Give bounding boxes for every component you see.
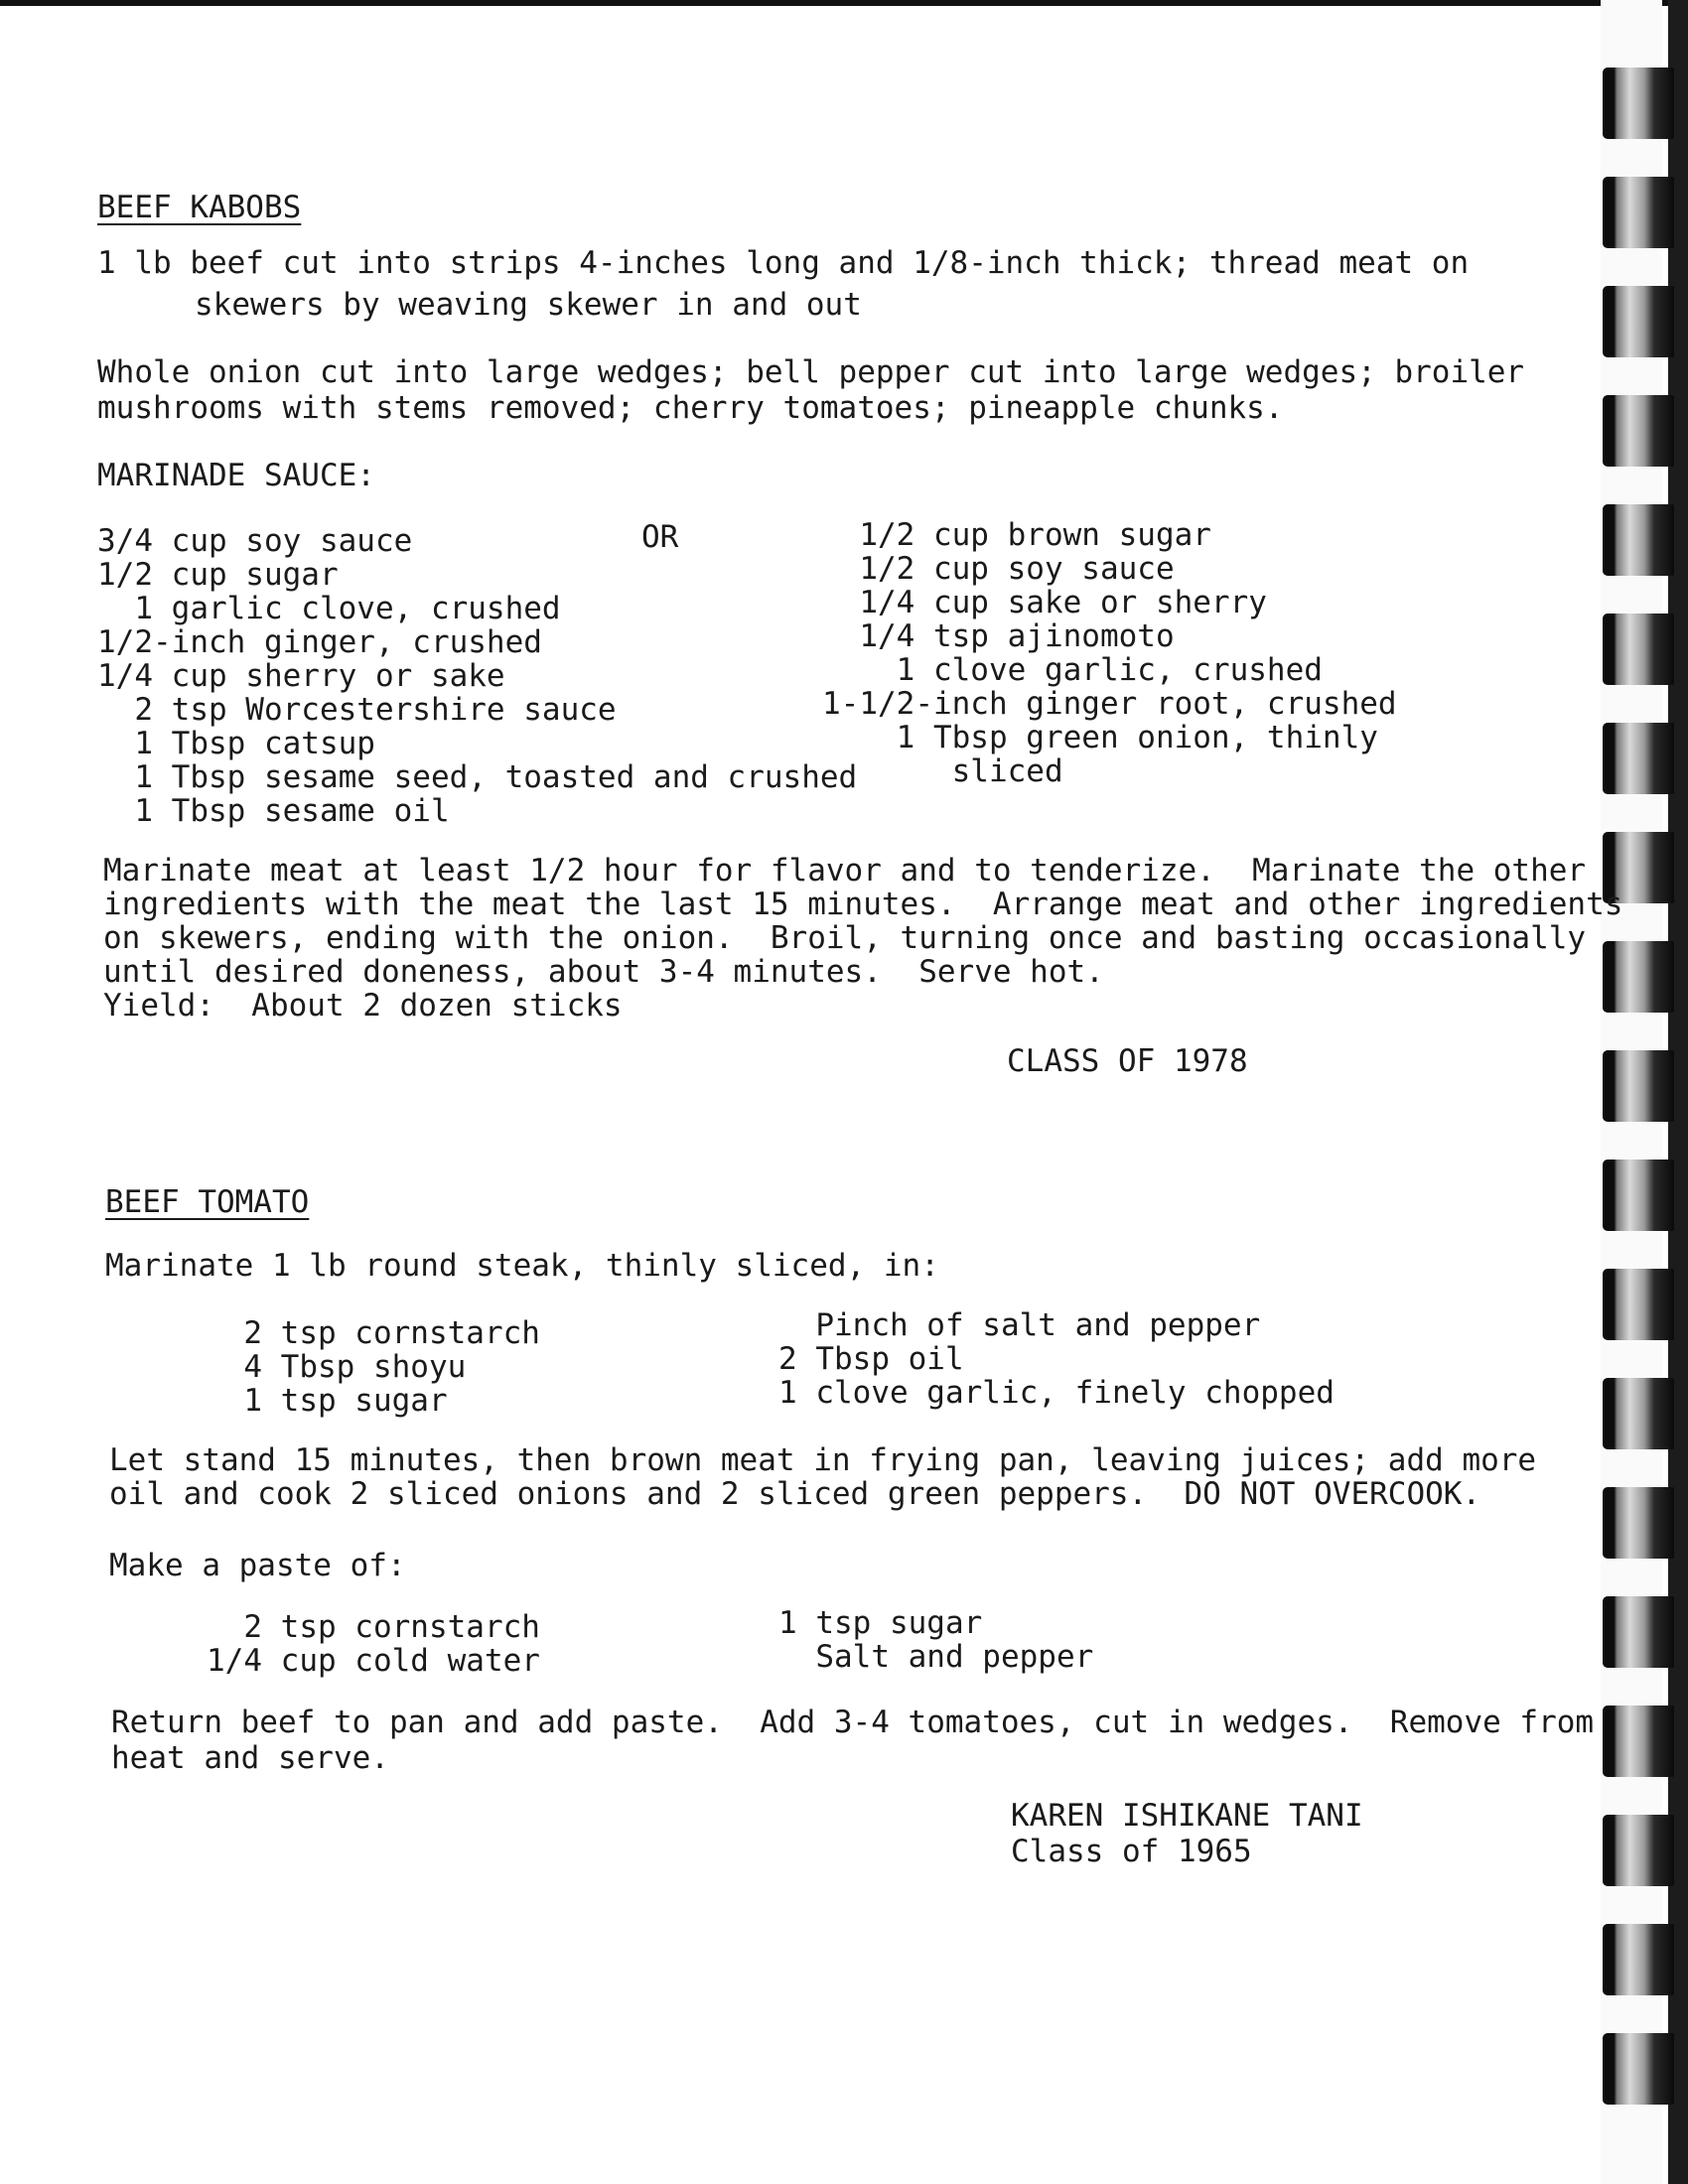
ingredient-item: 1 clove garlic, finely chopped [778, 1375, 1335, 1411]
binding-ring [1603, 68, 1674, 139]
kabobs-intro-line: skewers by weaving skewer in and out [195, 287, 862, 323]
binding-ring [1603, 1378, 1674, 1449]
marinade-sauce-heading: MARINADE SAUCE: [97, 458, 375, 493]
direction-line: Return beef to pan and add paste. Add 3-4 tomatoes, cut in wedges. Remove from [111, 1705, 1595, 1740]
binding-ring [1603, 1815, 1674, 1886]
binding-ring [1603, 395, 1674, 467]
binding-ring [1603, 504, 1674, 576]
ingredient-item: 1-1/2-inch ginger root, crushed [822, 686, 1397, 722]
ingredient-item: 1 Tbsp sesame seed, toasted and crushed [97, 759, 858, 795]
ingredient-item: 1 Tbsp green onion, thinly [822, 720, 1378, 755]
binding-ring [1603, 177, 1674, 248]
tomato-credit-class: Class of 1965 [1011, 1834, 1252, 1869]
ingredient-item: 4 Tbsp shoyu [207, 1349, 467, 1385]
tomato-marinate-line: Marinate 1 lb round steak, thinly sliced, in: [105, 1248, 939, 1284]
binding-ring [1603, 2033, 1674, 2105]
ingredient-item: 1/2 cup sugar [97, 557, 339, 593]
yield-line: Yield: About 2 dozen sticks [103, 988, 623, 1024]
spiral-binding [1601, 0, 1688, 2184]
binding-ring [1603, 614, 1674, 685]
ingredient-item: 1/4 cup sherry or sake [97, 658, 505, 694]
ingredient-item: 2 tsp cornstarch [207, 1315, 540, 1351]
ingredient-item: 1/4 cup sake or sherry [822, 585, 1267, 620]
kabobs-vegetables-line: mushrooms with stems removed; cherry tomatoes; pineapple chunks. [97, 390, 1284, 426]
binding-ring [1603, 286, 1674, 357]
ingredient-item: Pinch of salt and pepper [778, 1307, 1261, 1343]
recipe-title-beef-tomato: BEEF TOMATO [105, 1184, 310, 1220]
kabobs-vegetables-line: Whole onion cut into large wedges; bell pepper cut into large wedges; broiler [97, 354, 1525, 390]
ingredient-item: 1/4 tsp ajinomoto [822, 618, 1175, 654]
direction-line: heat and serve. [111, 1740, 389, 1776]
direction-line: ingredients with the meat the last 15 minutes. Arrange meat and other ingredients [103, 887, 1623, 922]
binding-ring [1603, 1050, 1674, 1122]
ingredient-item: 1/4 cup cold water [207, 1643, 540, 1679]
ingredient-item: 2 tsp Worcestershire sauce [97, 692, 617, 728]
ingredient-item: 1 tsp sugar [207, 1383, 448, 1419]
binding-ring [1603, 1924, 1674, 1995]
direction-line: on skewers, ending with the onion. Broil, turning once and basting occasionally [103, 920, 1587, 956]
tomato-credit-name: KAREN ISHIKANE TANI [1011, 1798, 1363, 1834]
ingredient-item: 1 garlic clove, crushed [97, 591, 561, 626]
direction-line: until desired doneness, about 3-4 minutes. Serve hot. [103, 954, 1104, 990]
ingredient-item: 1 clove garlic, crushed [822, 652, 1323, 688]
paste-heading: Make a paste of: [109, 1548, 406, 1583]
kabobs-credit: CLASS OF 1978 [1007, 1043, 1248, 1079]
direction-line: Let stand 15 minutes, then brown meat in frying pan, leaving juices; add more [109, 1442, 1537, 1478]
ingredient-item: sliced [822, 753, 1063, 789]
ingredient-item: 1 tsp sugar [778, 1605, 983, 1641]
recipe-title-beef-kabobs: BEEF KABOBS [97, 190, 302, 225]
ingredient-item: 1/2-inch ginger, crushed [97, 624, 542, 660]
binding-ring [1603, 1706, 1674, 1777]
binding-ring [1603, 1487, 1674, 1559]
binding-ring [1603, 1160, 1674, 1231]
ingredient-item: 3/4 cup soy sauce [97, 523, 413, 559]
ingredient-item: 1 Tbsp sesame oil [97, 793, 450, 829]
direction-line: oil and cook 2 sliced onions and 2 sliced green peppers. DO NOT OVERCOOK. [109, 1476, 1481, 1512]
ingredient-item: 2 Tbsp oil [778, 1341, 964, 1377]
or-divider-label: OR [641, 519, 679, 555]
ingredient-item: Salt and pepper [778, 1639, 1094, 1675]
ingredient-item: 1 Tbsp catsup [97, 726, 375, 761]
ingredient-item: 1/2 cup brown sugar [822, 517, 1211, 553]
ingredient-item: 2 tsp cornstarch [207, 1609, 540, 1645]
kabobs-intro-line: 1 lb beef cut into strips 4-inches long and 1/8-inch thick; thread meat on [97, 245, 1470, 281]
binding-ring [1603, 1596, 1674, 1668]
binding-ring [1603, 723, 1674, 794]
binding-ring [1603, 941, 1674, 1013]
binding-ring [1603, 1269, 1674, 1340]
ingredient-item: 1/2 cup soy sauce [822, 551, 1175, 587]
direction-line: Marinate meat at least 1/2 hour for flavor and to tenderize. Marinate the other [103, 853, 1587, 888]
